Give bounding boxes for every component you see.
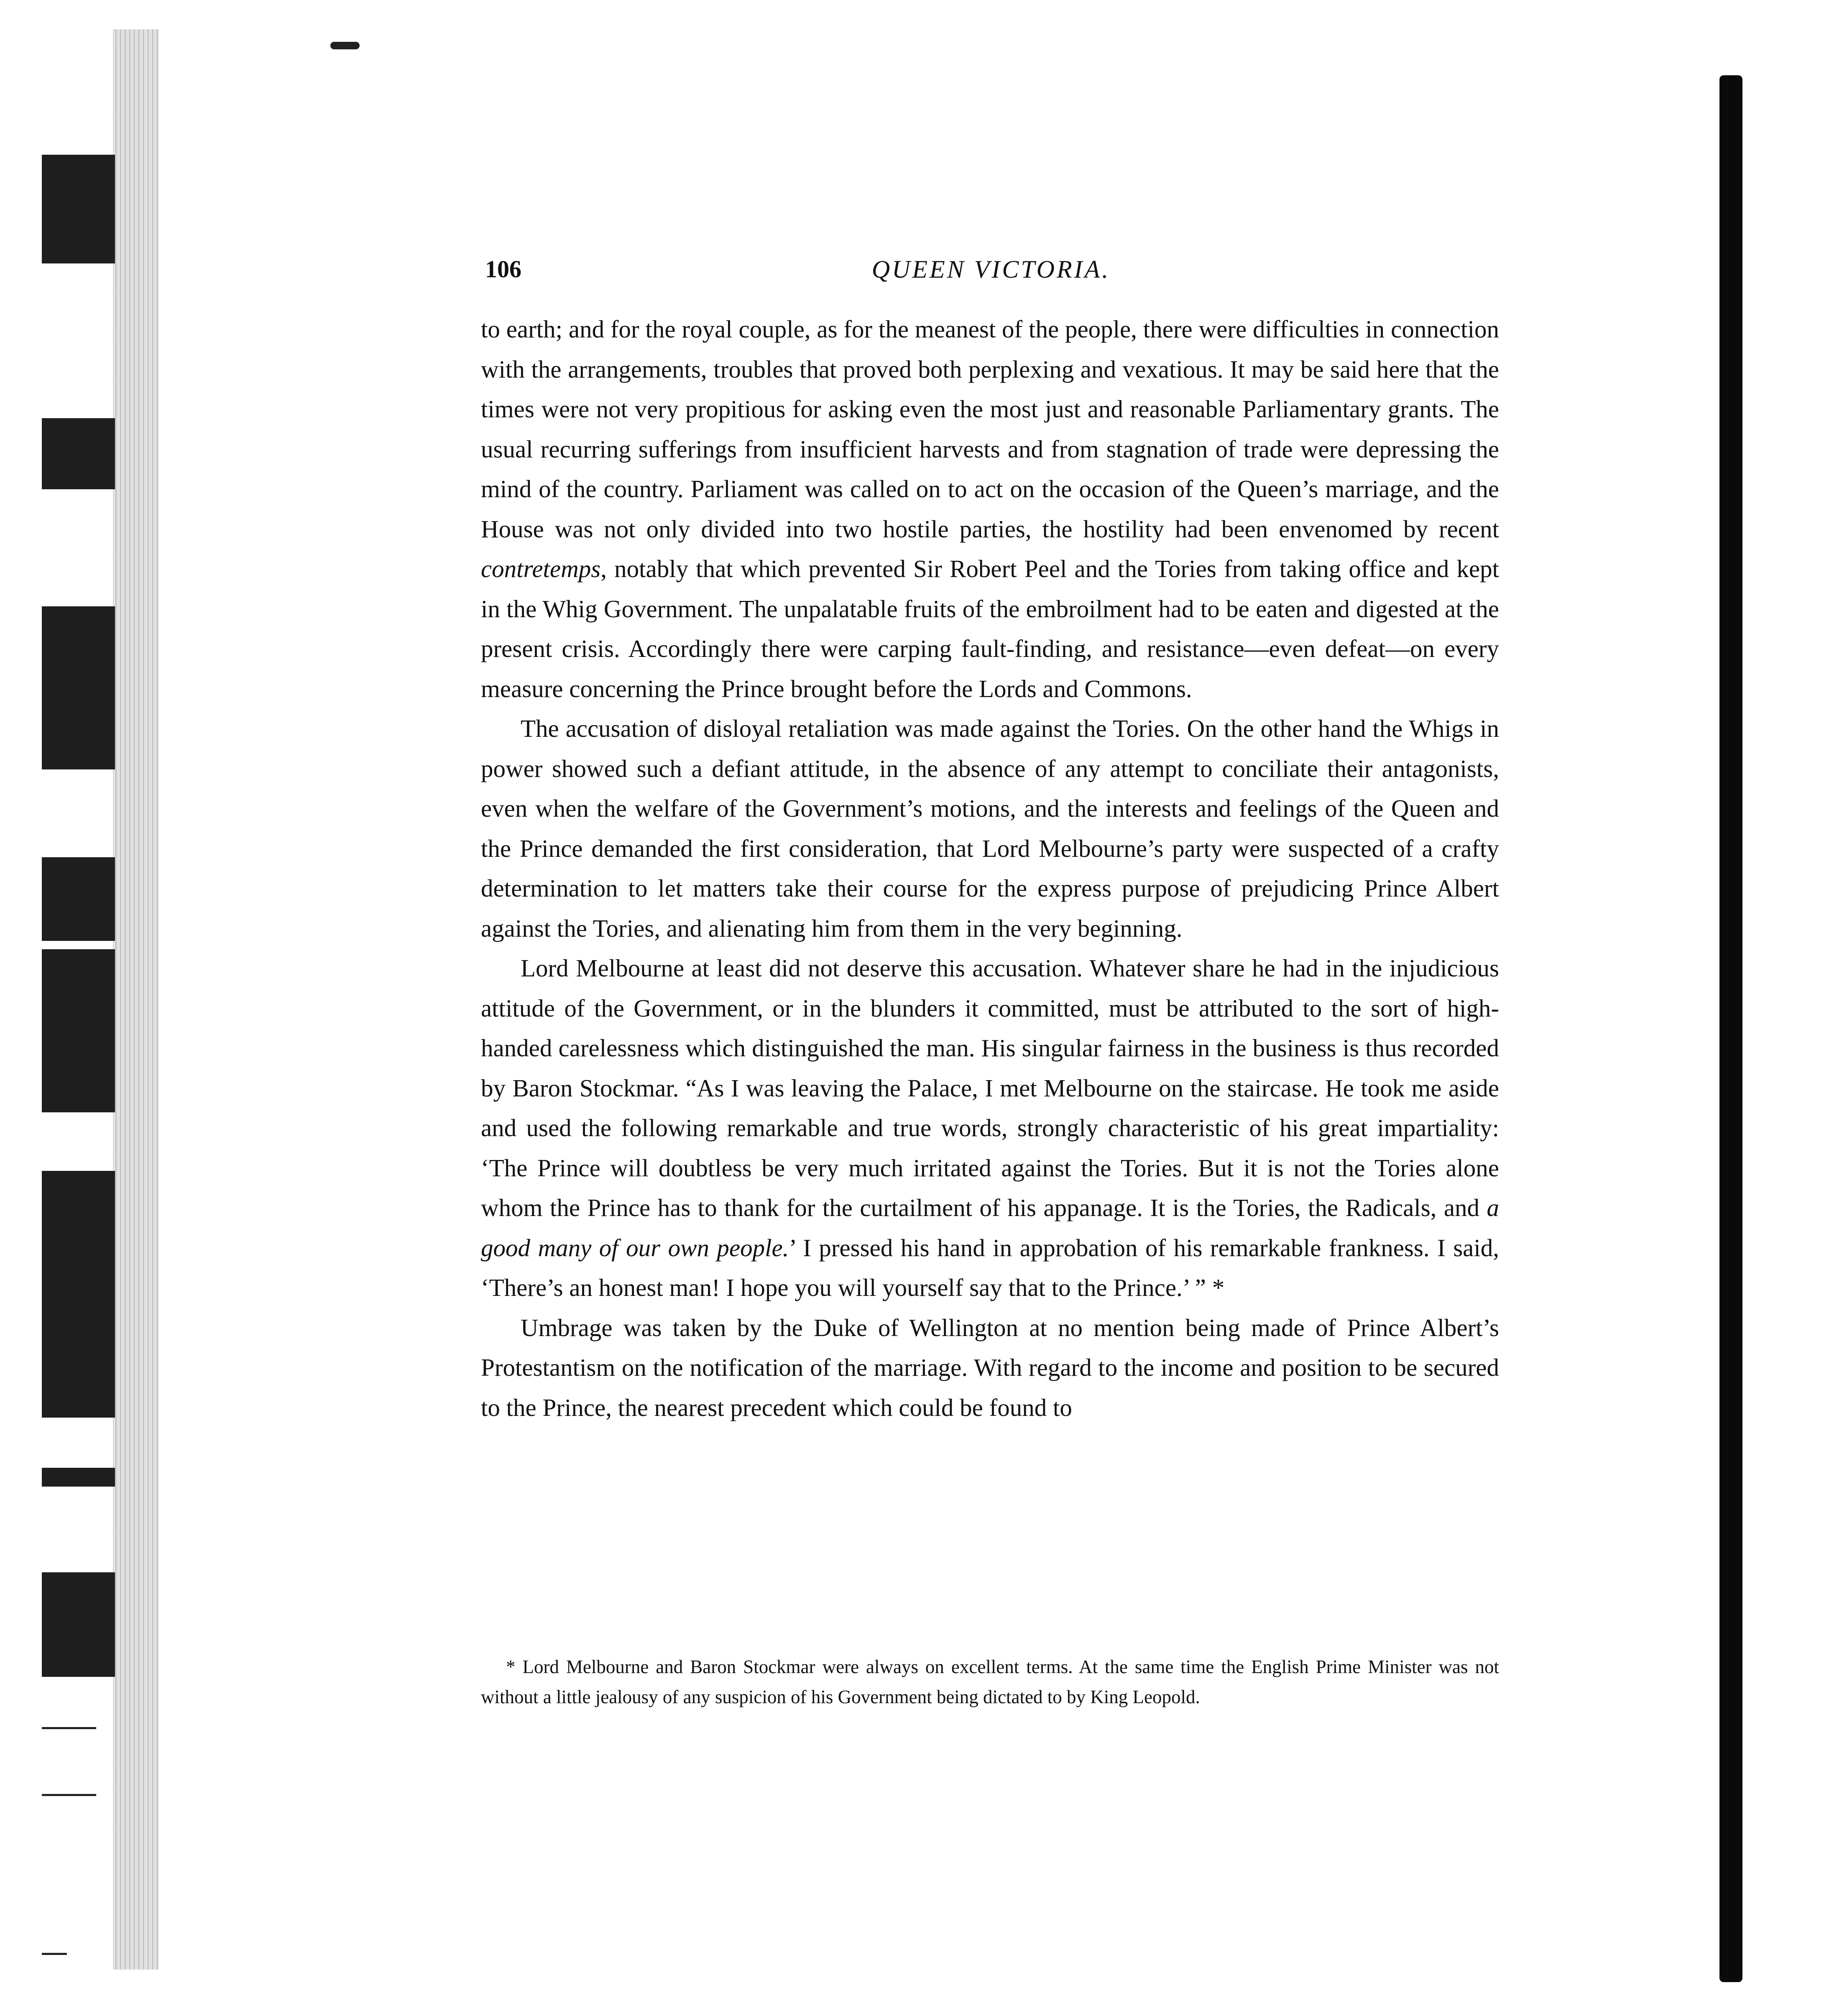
binding-shadow: [42, 606, 115, 769]
paragraph-text: Lord Melbourne at least did not deserve this accusation. Whatever share he had in the injudicious attitude of the Government, or in the blunders it committed, must be attributed to the sort of high-handed carelessness which distinguished the man. His singular fairness in the business is thus recorded by Baron Stockmar. “As I was leaving the Palace, I met Melbourne on the staircase. He took me aside and used the following remarkable and true words, strongly characteristic of his great impartiality: ‘The Prince will doubtless be very much irritated against the Tories. But it is not the Tories alone whom the Prince has to thank for the curtailment of his appanage. It is the Tories, the Radicals, and: [481, 954, 1499, 1221]
binding-shadow: [42, 155, 115, 263]
paragraph-text: , notably that which prevented Sir Robert Peel and the Tories from taking office and kept in the Whig Government. The unpalatable fruits of the embroilment had to be eaten and digested at the present crisis. Accordingly there were carping fault-finding, and resistance—even defeat—on every measure concerning the Prince brought before the Lords and Commons.: [481, 555, 1499, 703]
paragraph: [481, 309, 1499, 709]
binding-shadow: [42, 857, 115, 941]
paragraph-text: to earth; and for the royal couple, as for the meanest of the people, there were difficulties in connection with the arrangements, troubles that proved both perplexing and vexatious. It may be said here that the times were not very propitious for asking even the most just and reasonable Parliamentary grants. The usual recurring sufferings from insufficient harvests and from stagnation of trade were depressing the mind of the country. Parliament was called on to act on the occasion of the Queen’s marriage, and the House was not only divided into two hostile parties, the hostility had been envenomed by recent: [481, 315, 1499, 543]
binding-strip: [113, 29, 159, 1970]
binding-shadow: [42, 949, 115, 1112]
paragraph-text: ’ I pressed his hand in approbation of his remarkable frankness. I said, ‘There’s an honest man! I hope you will yourself say that to the Prince.’ ” *: [481, 1234, 1499, 1301]
running-title: QUEEN VICTORIA.: [871, 256, 1111, 283]
paragraph-text: Umbrage was taken by the Duke of Wellington at no mention being made of Prince Albert’s Protestantism on the notification of the marriage. With regard to the income and position to be secured to the Prince, the nearest precedent which could be found to: [481, 1313, 1499, 1421]
paragraph-text: The accusation of disloyal retaliation was made against the Tories. On the other hand the Whigs in power showed such a defiant attitude, in the absence of any attempt to conciliate their antagonists, even when the welfare of the Government’s motions, and the interests and feelings of the Queen and the Prince demanded the first consideration, that Lord Melbourne’s party were suspected of a crafty determination to let matters take their course for the express purpose of prejudicing Prince Albert against the Tories, and alienating him from them in the very beginning.: [481, 715, 1499, 942]
binding-shadow: [42, 1468, 115, 1487]
page-header: [485, 255, 1497, 293]
paragraph: [481, 1308, 1499, 1428]
body-text: [481, 309, 1499, 1428]
binding-shadow: [42, 1171, 115, 1418]
binding-mark: [42, 1727, 96, 1729]
binding-mark: [42, 1794, 96, 1796]
page-edge-shadow: [1719, 75, 1742, 1982]
italic-phrase: contretemps: [481, 555, 601, 583]
italic-phrase: a good many of our own people.: [481, 1194, 1499, 1262]
binding-shadow: [42, 418, 115, 489]
paragraph: [481, 948, 1499, 1308]
binding-shadow: [42, 1572, 115, 1677]
scan-speck: [330, 42, 360, 49]
footnote: * Lord Melbourne and Baron Stockmar were always on excellent terms. At the same time the English Prime Minister was not without a little jealousy of any suspicion of his Government being dictated to by King Leopold.: [481, 1656, 1499, 1707]
paragraph: [481, 709, 1499, 948]
binding-mark: [42, 1953, 67, 1955]
page-number: 106: [485, 256, 521, 283]
